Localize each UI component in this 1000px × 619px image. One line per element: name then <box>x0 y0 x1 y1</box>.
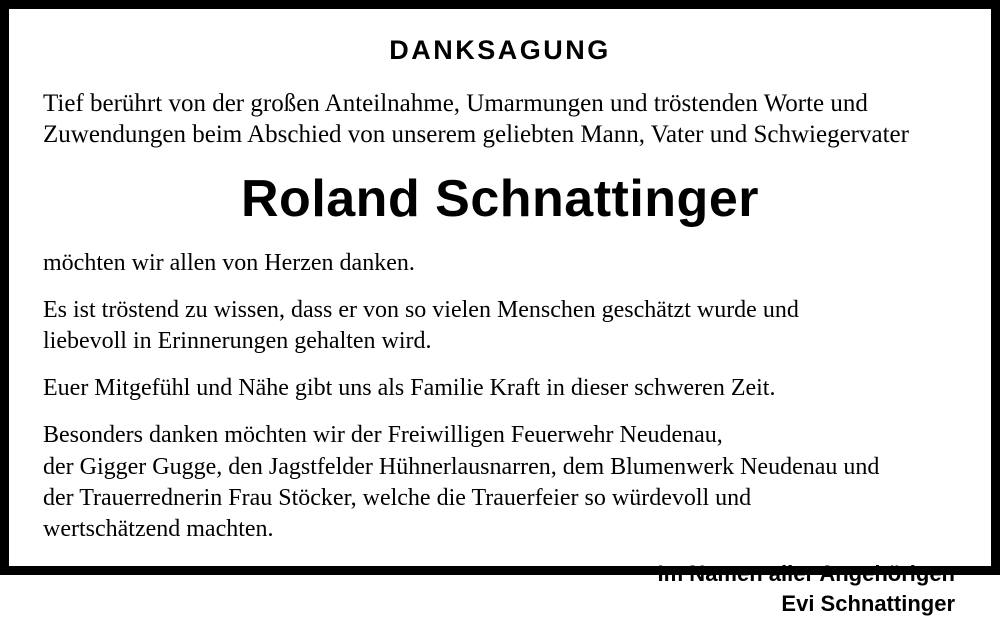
closing-line: Im Namen aller Angehörigen <box>657 561 955 587</box>
paragraph-line: wertschätzend machten. <box>43 516 274 542</box>
paragraph-line: der Gigger Gugge, den Jagstfelder Hühnerlausnarren, dem Blumenwerk Neudenau und <box>43 453 880 480</box>
paragraph <box>43 420 957 545</box>
paragraph-line: Es ist tröstend zu wissen, dass er von so vielen Menschen geschätzt wurde und <box>43 296 799 323</box>
closing-line: Evi Schnattinger <box>781 590 955 616</box>
paragraph-line: liebevoll in Erinnerungen gehalten wird. <box>43 328 432 355</box>
paragraph-line: Euer Mitgefühl und Nähe gibt uns als Familie Kraft in dieser schweren Zeit. <box>43 375 776 402</box>
intro-line: Tief berührt von der großen Anteilnahme, Umarmungen und tröstenden Worte und <box>43 90 868 117</box>
paragraph-line: Besonders danken möchten wir der Freiwilligen Feuerwehr Neudenau, <box>43 422 723 449</box>
paragraph-line: der Trauerrednerin Frau Stöcker, welche die Trauerfeier so würdevoll und <box>43 484 752 511</box>
paragraph <box>43 248 957 279</box>
deceased-name: Roland Schnattinger <box>241 169 759 228</box>
paragraph <box>43 373 957 404</box>
intro-text <box>43 88 957 151</box>
paragraph-line: möchten wir allen von Herzen danken. <box>43 249 415 276</box>
paragraph <box>43 295 957 357</box>
closing-signature <box>43 559 957 618</box>
intro-line: Zuwendungen beim Abschied von unserem geliebten Mann, Vater und Schwiegervater <box>43 121 909 149</box>
notice-heading: DANKSAGUNG <box>389 35 611 65</box>
